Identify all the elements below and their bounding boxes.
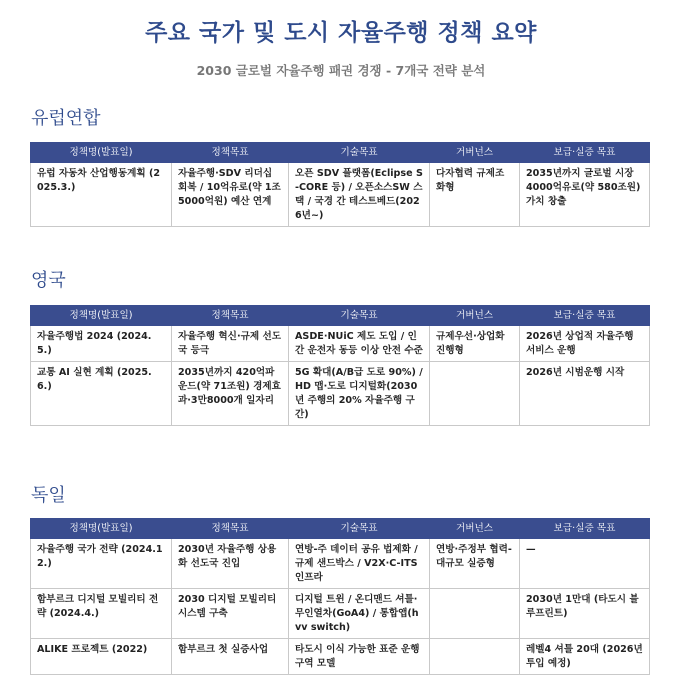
header-governance: 거버넌스 (430, 519, 520, 539)
page-title: 주요 국가 및 도시 자율주행 정책 요약 (145, 20, 537, 46)
policy-table-eu (30, 142, 650, 227)
cell-goal: 2035년까지 420억파운드(약 71조원) 경제효과·3만8000개 일자리 (172, 362, 289, 426)
cell-policy: ALIKE 프로젝트 (2022) (31, 639, 172, 675)
section-title-de: 독일 (31, 485, 66, 506)
cell-deployment: — (520, 539, 650, 589)
cell-policy: 함부르크 디지털 모빌리티 전략 (2024.4.) (31, 589, 172, 639)
cell-tech: ASDE·NUiC 제도 도입 / 인간 운전자 동등 이상 안전 수준 (289, 326, 430, 362)
table-row (31, 539, 650, 589)
cell-tech: 연방-주 데이터 공유 법제화 / 규제 샌드박스 / V2X·C-ITS 인프라 (289, 539, 430, 589)
table-row (31, 163, 650, 227)
cell-governance: 규제우선·상업화 진행형 (430, 326, 520, 362)
table-row (31, 639, 650, 675)
cell-tech: 디지털 트윈 / 온디맨드 셔틀·무인열차(GoA4) / 통합앱(hvv switch) (289, 589, 430, 639)
cell-goal: 자율주행 혁신·규제 선도국 등극 (172, 326, 289, 362)
section-title-uk: 영국 (31, 270, 66, 291)
header-tech: 기술목표 (289, 306, 430, 326)
header-governance: 거버넌스 (430, 143, 520, 163)
table-header-row (31, 143, 650, 163)
header-deployment: 보급·실증 목표 (520, 143, 650, 163)
cell-deployment: 레벨4 셔틀 20대 (2026년 투입 예정) (520, 639, 650, 675)
cell-tech: 타도시 이식 가능한 표준 운행 구역 모델 (289, 639, 430, 675)
cell-goal: 2030 디지털 모빌리티 시스템 구축 (172, 589, 289, 639)
policy-table-uk (30, 305, 650, 426)
cell-deployment: 2035년까지 글로벌 시장 4000억유로(약 580조원) 가치 창출 (520, 163, 650, 227)
table-row (31, 362, 650, 426)
cell-deployment: 2030년 1만대 (타도시 블루프린트) (520, 589, 650, 639)
cell-goal: 2030년 자율주행 상용화 선도국 진입 (172, 539, 289, 589)
cell-governance (430, 639, 520, 675)
policy-table-de (30, 518, 650, 675)
cell-goal: 자율주행·SDV 리더십 회복 / 10억유로(약 1조5000억원) 예산 연계 (172, 163, 289, 227)
cell-governance (430, 589, 520, 639)
cell-deployment: 2026년 상업적 자율주행 서비스 운행 (520, 326, 650, 362)
header-policy: 정책명(발표일) (31, 306, 172, 326)
header-policy: 정책명(발표일) (31, 519, 172, 539)
section-title-eu: 유럽연합 (31, 108, 101, 129)
table-row (31, 589, 650, 639)
cell-policy: 자율주행 국가 전략 (2024.12.) (31, 539, 172, 589)
cell-governance: 다자협력 규제조화형 (430, 163, 520, 227)
header-goal: 정책목표 (172, 143, 289, 163)
cell-policy: 유럽 자동차 산업행동계획 (2025.3.) (31, 163, 172, 227)
header-policy: 정책명(발표일) (31, 143, 172, 163)
cell-goal: 함부르크 첫 실증사업 (172, 639, 289, 675)
cell-policy: 자율주행법 2024 (2024.5.) (31, 326, 172, 362)
cell-governance: 연방·주정부 협력-대규모 실증형 (430, 539, 520, 589)
table-header-row (31, 519, 650, 539)
header-deployment: 보급·실증 목표 (520, 306, 650, 326)
header-tech: 기술목표 (289, 143, 430, 163)
table-header-row (31, 306, 650, 326)
header-goal: 정책목표 (172, 306, 289, 326)
header-tech: 기술목표 (289, 519, 430, 539)
cell-deployment: 2026년 시범운행 시작 (520, 362, 650, 426)
page-subtitle: 2030 글로벌 자율주행 패권 경쟁 - 7개국 전략 분석 (196, 63, 486, 78)
cell-tech: 오픈 SDV 플랫폼(Eclipse S-CORE 등) / 오픈소스SW 스택 / 국경 간 테스트베드(2026년~) (289, 163, 430, 227)
cell-governance (430, 362, 520, 426)
header-goal: 정책목표 (172, 519, 289, 539)
header-governance: 거버넌스 (430, 306, 520, 326)
cell-policy: 교통 AI 실현 계획 (2025.6.) (31, 362, 172, 426)
header-deployment: 보급·실증 목표 (520, 519, 650, 539)
table-row (31, 326, 650, 362)
cell-tech: 5G 확대(A/B급 도로 90%) / HD 맵·도로 디지털화(2030년 주행의 20% 자율주행 구간) (289, 362, 430, 426)
